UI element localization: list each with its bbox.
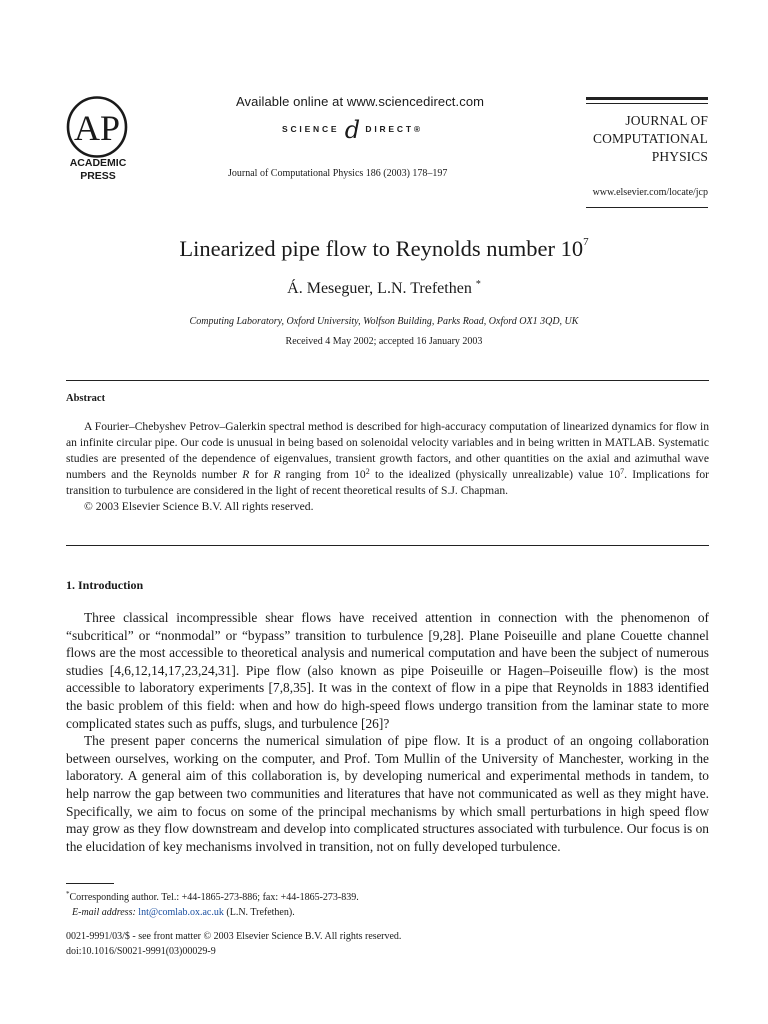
publisher-name-line1: ACADEMIC: [69, 157, 127, 169]
introduction-paragraph-1: Three classical incompressible shear flows have received attention in connection with the phenomenon of “subcritical” or “nonmodal” or “bypass” transition to turbulence [9,28]. Plane Poiseuille and plane Couette channel flows are the most accessible to theoretical analysis and numerical computation and have been the subject of numerous studies [4,6,12,14,17,23,24,31]. Pipe flow (also known as pipe Poiseuille or Hagen–Poiseuille flow) is the most accessible to laboratory experiments [7,8,35]. It was in the context of flow in a pipe that Reynolds in 1883 identified the basic problem of this field: when and how do high-speed flows undergo transition from the laminar state to more complicated states such as puffs, slugs, and turbulence [26]?: [66, 610, 709, 731]
journal-name-line2: COMPUTATIONAL: [593, 131, 708, 146]
paper-title-exponent: 7: [583, 236, 589, 248]
received-dates: Received 4 May 2002; accepted 16 January 2003: [285, 336, 483, 347]
sciencedirect-logo: [282, 116, 423, 144]
ap-letters: AP: [73, 108, 121, 148]
abstract-var-r1: R: [242, 468, 250, 482]
issn-line: 0021-9991/03/$ - see front matter © 2003 Elsevier Science B.V. All rights reserved.: [66, 931, 402, 942]
abstract-text-2: for: [249, 468, 274, 482]
abstract-copyright: © 2003 Elsevier Science B.V. All rights reserved.: [84, 500, 314, 514]
abstract-text-4: to the idealized (physically unrealizable) value 10: [369, 468, 621, 482]
abstract-exponent-1: 2: [365, 467, 370, 477]
abstract-text-5: . Implications for transition to turbulence are considered in the light of recent theoretical results of S.J. Chapman.: [66, 468, 709, 498]
available-online-text: Available online at www.sciencedirect.com: [236, 94, 485, 109]
abstract-rule-bottom: [66, 545, 709, 546]
introduction-body: [66, 609, 709, 855]
sciencedirect-left: SCIENCE: [282, 124, 340, 134]
abstract-body: [66, 419, 709, 516]
journal-url[interactable]: www.elsevier.com/locate/jcp: [592, 187, 708, 198]
footnote-email-line: [66, 905, 359, 920]
email-label: E-mail address:: [72, 907, 136, 918]
sciencedirect-mark: d: [344, 116, 361, 144]
journal-reference: Journal of Computational Physics 186 (2003) 178–197: [228, 168, 448, 179]
abstract-paragraph: [66, 419, 709, 499]
sciencedirect-right: DIRECT®: [365, 124, 423, 134]
footnote-corresponding-text: Corresponding author. Tel.: +44-1865-273-886; fax: +44-1865-273-839.: [69, 892, 359, 903]
introduction-paragraph-2: The present paper concerns the numerical simulation of pipe flow. It is a product of an ongoing collaboration between ourselves, working on the computer, and Prof. Tom Mullin of the University of Manchester, working in the laboratory. A general aim of this collaboration is, by developing numerical and experimental methods in tandem, to help narrow the gap between two communities and literatures that have not communicated as well as they might have. Specifically, we aim to focus on some of the principal mechanisms by which small perturbations in high speed flow may grow as they flow downstream and develop into complicated structures associated with turbulence. Our focus is on the elucidation of key mechanisms involved in transition, not on fully developed turbulence.: [66, 733, 709, 854]
journal-name: [593, 112, 708, 166]
publisher-name-line2: PRESS: [80, 170, 116, 182]
email-owner: (L.N. Trefethen).: [223, 907, 295, 918]
footnote: [66, 887, 359, 920]
paper-title-text: Linearized pipe flow to Reynolds number 10: [179, 236, 584, 261]
journal-name-line1: JOURNAL OF: [625, 113, 708, 128]
academic-press-logo: [66, 96, 128, 158]
authors: [0, 279, 768, 298]
paper-title: [0, 236, 768, 262]
footnote-corresponding: [66, 887, 359, 905]
journal-name-line3: PHYSICS: [651, 149, 708, 164]
abstract-text-1: A Fourier–Chebyshev Petrov–Galerkin spectral method is described for high-accuracy computation of linearized dynamics for flow in an infinite circular pipe. Our code is unusual in being based on solenoidal velocity variables and in being written in MATLAB. Systematic studies are presented of the dependence of eigenvalues, transient growth factors, and other quantities on the axial and azimuthal wave numbers and the Reynolds number: [66, 420, 709, 482]
abstract-exponent-2: 7: [620, 467, 625, 477]
authors-text: Á. Meseguer, L.N. Trefethen: [287, 280, 472, 297]
issn-footer: [66, 929, 401, 959]
author-footnote-mark[interactable]: *: [475, 279, 481, 290]
abstract-rule-top: [66, 380, 709, 381]
publisher-name: [56, 157, 140, 183]
section-heading-introduction: 1. Introduction: [66, 578, 144, 592]
journal-rule-bottom: [586, 207, 708, 208]
abstract-text-3: ranging from 10: [280, 468, 366, 482]
footnote-mark: *: [66, 890, 70, 898]
abstract-heading: Abstract: [66, 393, 106, 404]
footnote-rule: [66, 883, 114, 884]
affiliation: Computing Laboratory, Oxford University, Wolfson Building, Parks Road, Oxford OX1 3QD, UK: [189, 316, 579, 327]
abstract-var-r2: R: [273, 468, 281, 482]
email-link[interactable]: lnt@comlab.ox.ac.uk: [138, 907, 224, 918]
journal-rule-thin: [586, 103, 708, 104]
doi-line: doi:10.1016/S0021-9991(03)00029-9: [66, 946, 216, 957]
journal-rule-thick: [586, 97, 708, 100]
